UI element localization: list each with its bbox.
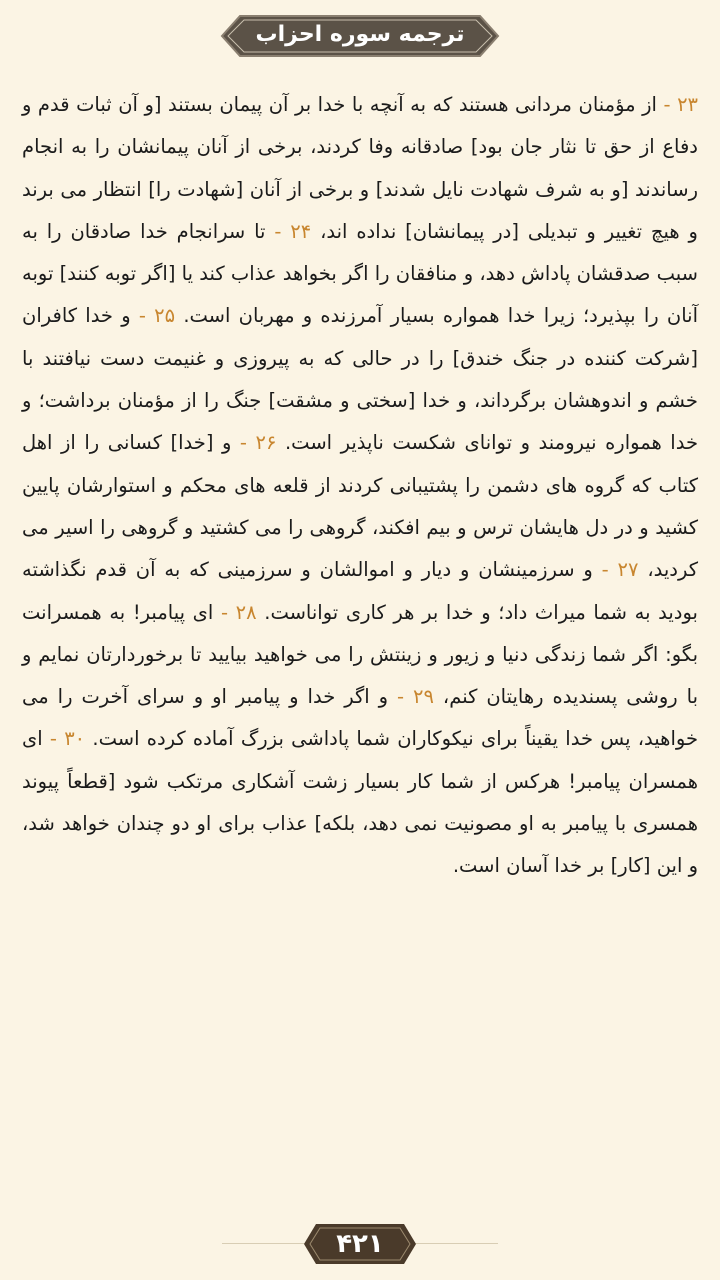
verse-text: و [خدا] کسانی را از اهل کتاب که گروه های دشمن را پشتیبانی کردند از قلعه های محکم و استوارشان پایین کشید و در دل هایشان ترس و بیم افکند، گروهی را می کشتید و گروهی را اسیر می کردید، xyxy=(22,431,698,582)
verse-text: و خدا کافران [شرکت کننده در جنگ خندق] را در حالی که به پیروزی و غنیمت دست نیافتند با خشم و اندوهشان برگرداند، و خدا [سختی و مشقت] جنگ را از مؤمنان برداشت؛ و خدا همواره نیرومند و توانای شکست ناپذیر است. xyxy=(22,304,698,455)
page-number-badge xyxy=(300,1218,420,1270)
verse-number: ۲۳ - xyxy=(656,93,699,116)
verse-text: و سرزمینشان و دیار و اموالشان و سرزمینی که به آن قدم نگذاشته بودید به شما میراث داد؛ و خدا بر هر کاری تواناست. xyxy=(22,558,698,624)
translation-text xyxy=(22,84,698,888)
verse-number: ۲۹ - xyxy=(388,685,434,709)
verse-text: ای پیامبر! به همسرانت بگو: اگر شما زندگی دنیا و زیور و زینتش را می خواهید بیایید تا برخوردارتان نمایم و با روشی پسندیده رهایتان کنم، xyxy=(22,600,699,709)
page-number: ۴۲۱ xyxy=(336,1229,384,1259)
page-title: ترجمه سوره احزاب xyxy=(255,22,465,47)
verse-number: ۲۸ - xyxy=(213,600,257,624)
footer-divider-right xyxy=(410,1243,498,1244)
verse-text: و اگر خدا و پیامبر او و سرای آخرت را می خواهید، پس خدا یقیناً برای نیکوکاران شما پاداشی بزرگ آماده کرده است. xyxy=(22,685,699,751)
verse-number: ۲۶ - xyxy=(231,431,277,455)
title-banner xyxy=(218,12,502,60)
verse-text: تا سرانجام خدا صادقان را به سبب صدقشان پاداش دهد، و منافقان را اگر بخواهد عذاب کند یا [اگر توبه کنند] توبه آنان را بپذیرد؛ زیرا خدا همواره بسیار آمرزنده و مهربان است. xyxy=(22,219,698,328)
verse-number: ۳۰ - xyxy=(42,727,86,751)
verse-number: ۲۵ - xyxy=(130,304,176,328)
footer-divider-left xyxy=(222,1243,310,1244)
verse-text: ای همسران پیامبر! هرکس از شما کار بسیار زشت آشکاری مرتکب شود [قطعاً پیوند همسری با پیامبر به او مصونیت نمی دهد، بلکه] عذاب برای او دو چندان خواهد شد، و این [کار] بر خدا آسان است. xyxy=(22,727,698,878)
verse-text: از مؤمنان مردانی هستند که به آنچه با خدا بر آن پیمان بستند [و آن ثبات قدم و دفاع از حق تا نثار جان بود] صادقانه وفا کردند، برخی از آنان پیمانشان را به انجام رساندند [و به شرف شهادت نایل شدند] و برخی از آنان [شهادت را] انتظار می برند و هیچ تغییر و تبدیلی [در پیمانشان] نداده اند، xyxy=(22,93,698,243)
verse-number: ۲۴ - xyxy=(265,219,312,243)
verse-number: ۲۷ - xyxy=(592,558,639,582)
